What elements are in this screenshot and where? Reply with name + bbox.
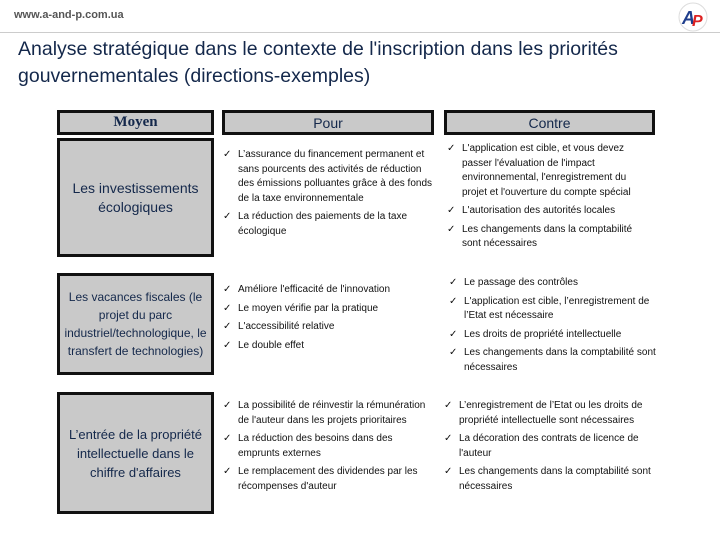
checkmark-icon: ✓ xyxy=(449,295,458,307)
contre-item xyxy=(447,223,652,252)
item-text: L'application est cible, et vous devez passer l'évaluation de l'impact environnemental, l'enregistrement du projet et l'ouverture du compte spécial xyxy=(462,143,631,198)
svg-text:A: A xyxy=(682,8,695,28)
contre-item xyxy=(444,432,659,461)
checkmark-icon: ✓ xyxy=(444,400,453,411)
item-text: L’enregistrement de l’Etat ou les droits de propriété intellectuelle sont nécessaires xyxy=(459,400,643,426)
page-title: Analyse stratégique dans le contexte de l'inscription dans les priorités gouvernementales (directions-exemples) xyxy=(18,38,618,87)
header-divider xyxy=(0,32,720,33)
item-text: Améliore l'efficacité de l'innovation xyxy=(238,284,391,295)
checkmark-icon: ✓ xyxy=(223,433,232,444)
item-text: L'accessibilité relative xyxy=(238,321,335,332)
checkmark-icon: ✓ xyxy=(449,347,458,358)
pour-list-1 xyxy=(223,148,433,243)
item-text: L’assurance du financement permanent et sans pourcents des activités de réduction des émissions polluantes grâce à des fonds de la taxe environnementale xyxy=(238,149,433,204)
item-text: L'autorisation des autorités locales xyxy=(462,205,616,216)
checkmark-icon: ✓ xyxy=(223,302,232,314)
item-text: La décoration des contrats de licence de l'auteur xyxy=(459,433,639,459)
contre-item xyxy=(449,328,659,343)
contre-list-3 xyxy=(444,399,659,498)
checkmark-icon: ✓ xyxy=(223,339,232,351)
checkmark-icon: ✓ xyxy=(449,328,458,340)
column-header-pour: Pour xyxy=(222,110,434,135)
site-url: www.a-and-p.com.ua xyxy=(14,9,124,21)
checkmark-icon: ✓ xyxy=(223,400,232,411)
checkmark-icon: ✓ xyxy=(223,321,232,332)
column-header-moyen: Moyen xyxy=(57,110,214,135)
contre-item xyxy=(447,142,652,200)
item-text: La possibilité de réinvestir la rémunération de l'auteur dans les projets prioritaires xyxy=(238,400,426,426)
checkmark-icon: ✓ xyxy=(223,466,232,477)
contre-item xyxy=(444,465,659,494)
checkmark-icon: ✓ xyxy=(223,149,232,160)
contre-item xyxy=(447,204,652,219)
item-text: Le moyen vérifie par la pratique xyxy=(238,302,379,314)
item-text: L'application est cible, l’enregistrement de l’Etat est nécessaire xyxy=(464,295,650,321)
checkmark-icon: ✓ xyxy=(449,277,458,288)
item-text: Le remplacement des dividendes par les récompenses d'auteur xyxy=(238,466,418,492)
contre-item xyxy=(449,295,659,324)
contre-list-2 xyxy=(449,276,659,379)
pour-item xyxy=(223,432,433,461)
item-text: La réduction des paiements de la taxe écologique xyxy=(238,211,407,237)
contre-item xyxy=(444,399,659,428)
moyen-cell-1: Les investissements écologiques xyxy=(57,138,214,257)
item-text: Le passage des contrôles xyxy=(464,277,578,288)
checkmark-icon: ✓ xyxy=(444,466,453,477)
contre-list-1 xyxy=(447,142,652,256)
item-text: La réduction des besoins dans des emprunts externes xyxy=(238,433,393,459)
pour-item xyxy=(223,320,433,335)
svg-text:P: P xyxy=(692,13,703,30)
item-text: Les changements dans la comptabilité sont nécessaires xyxy=(464,347,656,373)
item-text: Le double effet xyxy=(238,339,304,351)
pour-item xyxy=(223,210,433,239)
pour-item xyxy=(223,339,433,354)
checkmark-icon: ✓ xyxy=(447,205,456,216)
pour-item xyxy=(223,302,433,317)
checkmark-icon: ✓ xyxy=(223,284,232,295)
pour-list-2 xyxy=(223,283,433,357)
contre-item xyxy=(449,346,659,375)
pour-item xyxy=(223,465,433,494)
checkmark-icon: ✓ xyxy=(444,433,453,444)
checkmark-icon: ✓ xyxy=(447,223,456,235)
contre-item xyxy=(449,276,659,291)
pour-list-3 xyxy=(223,399,433,498)
pour-item xyxy=(223,283,433,298)
column-header-contre: Contre xyxy=(444,110,655,135)
item-text: Les droits de propriété intellectuelle xyxy=(464,328,622,340)
moyen-cell-2: Les vacances fiscales (le projet du parc industriel/technologique, le transfert de technologies) xyxy=(57,273,214,375)
pour-item xyxy=(223,399,433,428)
company-logo-icon xyxy=(678,2,708,32)
item-text: Les changements dans la comptabilité sont nécessaires xyxy=(459,466,651,492)
checkmark-icon: ✓ xyxy=(447,143,456,154)
pour-item xyxy=(223,148,433,206)
item-text: Les changements dans la comptabilité sont nécessaires xyxy=(462,223,633,249)
checkmark-icon: ✓ xyxy=(223,211,232,222)
moyen-cell-3: L’entrée de la propriété intellectuelle dans le chiffre d'affaires xyxy=(57,392,214,514)
